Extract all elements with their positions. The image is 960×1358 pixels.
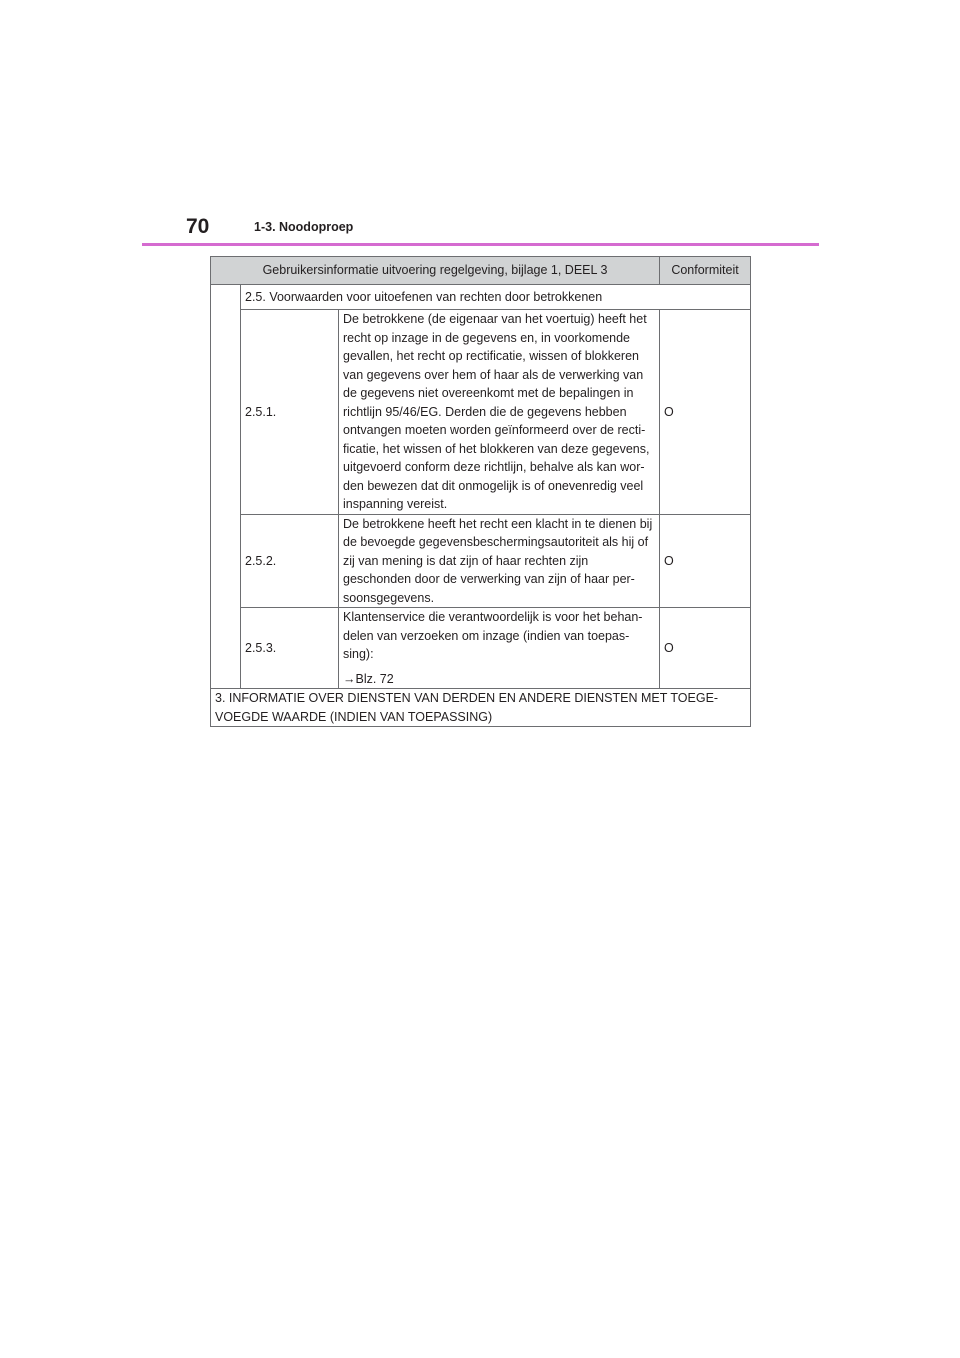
row-description — [339, 514, 660, 608]
table-row — [211, 608, 751, 689]
row-conformity: O — [660, 310, 751, 515]
row-number: 2.5.1. — [241, 310, 339, 515]
table-header-row — [211, 257, 751, 285]
row-conformity: O — [660, 608, 751, 689]
row-number: 2.5.3. — [241, 608, 339, 689]
page-number: 70 — [186, 215, 210, 238]
indent-cell — [211, 285, 241, 689]
table-row — [211, 514, 751, 608]
footer-heading: 3. INFORMATIE OVER DIENSTEN VAN DERDEN EN ANDERE DIENSTEN MET TOEGE-VOEGDE WAARDE (INDIEN VAN TOEPASSING) — [211, 689, 751, 727]
subsection-row — [211, 285, 751, 310]
row-description-text: De betrokkene (de eigenaar van het voertuig) heeft het recht op inzage in de gegevens en, in voorkomende gevallen, het recht op rectificatie, wissen of blokkeren van gegevens over hem of haar als de verwerking van de gegevens niet overeenkomt met de bepalingen in richtlijn 95/46/EG. Derden die de gegevens hebben ontvangen moeten worden geïnformeerd over de recti-ficatie, het wissen of het blokkeren van deze gegevens, uitgevoerd conform deze richtlijn, behalve als kan wor-den bewezen dat dit onmogelijk is of onevenredig veel inspanning vereist. — [343, 312, 650, 511]
row-description — [339, 310, 660, 515]
table-row — [211, 310, 751, 515]
row-number: 2.5.2. — [241, 514, 339, 608]
header-rule — [142, 243, 819, 246]
row-description — [339, 608, 660, 689]
header-info-cell: Gebruikersinformatie uitvoering regelgeving, bijlage 1, DEEL 3 — [211, 257, 660, 285]
row-description-text: Klantenservice die verantwoordelijk is voor het behan-delen van verzoeken om inzage (indien van toepas-sing): — [343, 610, 643, 661]
header-conformity-cell: Conformiteit — [660, 257, 751, 285]
section-title: 1-3. Noodoproep — [254, 220, 354, 234]
footer-row — [211, 689, 751, 727]
subsection-heading: 2.5. Voorwaarden voor uitoefenen van rechten door betrokkenen — [241, 285, 751, 310]
row-description-text: De betrokkene heeft het recht een klacht in te dienen bij de bevoegde gegevensbeschermingsautoriteit als hij of zij van mening is dat zijn of haar rechten zijn geschonden door de verwerking van zijn of haar per-soonsgegevens. — [343, 516, 653, 605]
regulation-info-table — [210, 256, 751, 727]
row-conformity: O — [660, 514, 751, 608]
page-reference-link[interactable]: →Blz. 72 — [343, 671, 394, 686]
